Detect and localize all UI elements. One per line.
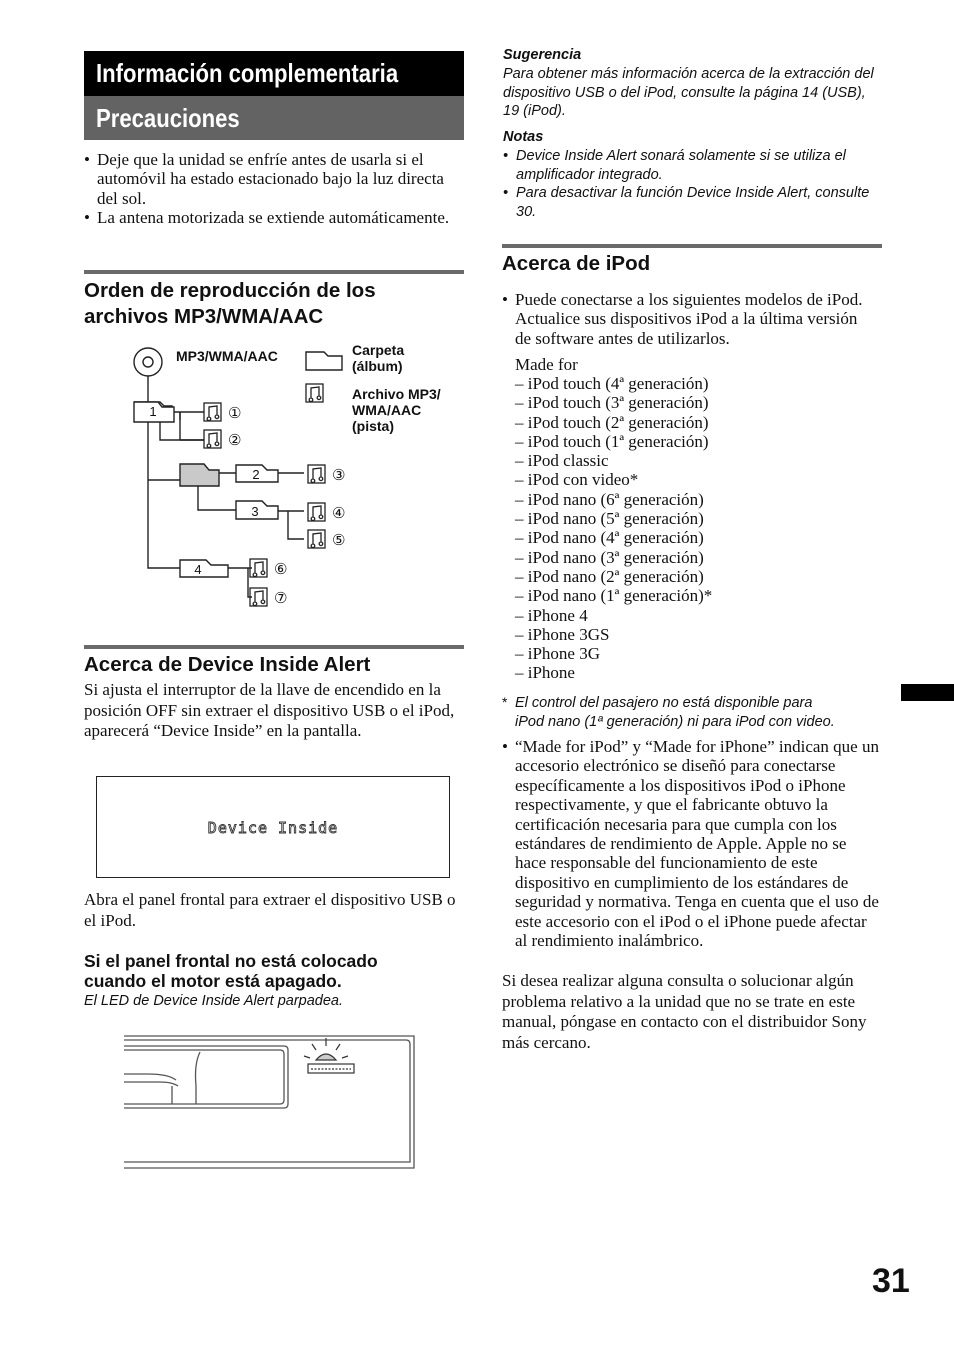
folder-number: 2 xyxy=(252,467,260,482)
ipod-intro: • Puede conectarse a los siguientes modelos de iPod. Actualice sus dispositivos iPod a la última versión de software antes de utilizarlos. xyxy=(502,290,872,348)
note-item: • Para desactivar la función Device Inside Alert, consulte 30. xyxy=(503,184,885,221)
ipod-model: – iPod nano (4ª generación) xyxy=(515,528,704,548)
file-icon xyxy=(250,559,267,577)
led-note: El LED de Device Inside Alert parpadea. xyxy=(84,993,343,1009)
ipod-model: – iPod nano (5ª generación) xyxy=(515,509,704,529)
folder-number: 4 xyxy=(194,562,202,577)
footnote-line: El control del pasajero no está disponible para xyxy=(515,695,813,711)
device-inside-alert-heading: Acerca de Device Inside Alert xyxy=(84,653,371,676)
precaution-item: • La antena motorizada se extiende automáticamente. xyxy=(84,208,454,227)
section-rule xyxy=(84,645,464,649)
made-for-label: Made for xyxy=(515,355,578,374)
playback-order-heading-line: Orden de reproducción de los xyxy=(84,279,376,302)
ipod-model: – iPod touch (3ª generación) xyxy=(515,393,709,413)
folder-legend-icon xyxy=(306,352,342,370)
front-panel-illustration xyxy=(120,1034,420,1174)
device-inside-alert-paragraph: Si ajusta el interruptor de la llave de encendido en la posición OFF sin extraer el dispositivo USB o el iPod, aparecerá “Device Inside” en la pantalla. xyxy=(84,680,455,740)
track-number: ④ xyxy=(332,504,346,522)
ipod-model: – iPod nano (6ª generación) xyxy=(515,489,704,509)
folder-selected-icon xyxy=(180,464,219,486)
made-for-statement: • “Made for iPod” y “Made for iPhone” indican que un accesorio electrónico se diseñó para conectarse específicamente a los dispositivos iPod o iPhone respectivamente, y que el fabricante obtuvo la certificación necesaria para que cumpla con los estándares de rendimiento de Apple. Apple no se hace responsable del funcionamiento de este dispositivo en cumplimiento de los estándares de seguridad y normativa. Tenga en cuenta que el uso de este accesorio con el iPod o el iPhone puede afectar al rendimiento inalámbrico. xyxy=(502,737,880,950)
playback-order-heading-line: archivos MP3/WMA/AAC xyxy=(84,305,324,328)
ipod-models-list xyxy=(515,374,712,683)
diagram-root-label: MP3/WMA/AAC xyxy=(176,348,278,364)
ipod-model: – iPod classic xyxy=(515,451,609,471)
folder-legend-line: (álbum) xyxy=(352,358,403,374)
section-title-bar xyxy=(84,96,464,140)
notes-list xyxy=(503,147,885,221)
file-icon xyxy=(204,430,221,448)
footnote-line: iPod nano (1ª generación) ni para iPod con video. xyxy=(515,713,835,730)
front-panel-subheading xyxy=(84,951,464,991)
ipod-model: – iPod nano (1ª generación)* xyxy=(515,586,713,606)
ipod-model: – iPhone 4 xyxy=(515,605,588,625)
section-title-text: Precauciones xyxy=(96,102,240,133)
file-icon xyxy=(308,503,325,521)
led-icon xyxy=(304,1038,354,1073)
track-number: ② xyxy=(228,431,242,449)
section-rule xyxy=(502,244,882,248)
folder-legend-line: Carpeta xyxy=(352,342,405,358)
subheading-line: Si el panel frontal no está colocado xyxy=(84,951,378,971)
track-number: ① xyxy=(228,404,242,422)
folder-number: 1 xyxy=(149,404,157,419)
track-number: ⑤ xyxy=(332,531,346,549)
file-icon xyxy=(250,588,267,606)
hint-text: Para obtener más información acerca de la extracción del dispositivo USB o del iPod, consulte la página 14 (USB), 19 (iPod). xyxy=(503,66,874,119)
disc-icon xyxy=(134,348,162,376)
footnote xyxy=(502,694,882,731)
chapter-title-text: Información complementaria xyxy=(96,58,399,88)
notes-title: Notas xyxy=(503,129,544,145)
ipod-model: – iPhone 3G xyxy=(515,644,600,664)
folder-number: 3 xyxy=(251,504,259,519)
after-display-paragraph: Abra el panel frontal para extraer el dispositivo USB o el iPod. xyxy=(84,890,456,930)
file-legend-line: (pista) xyxy=(352,418,394,434)
folder-4-icon xyxy=(180,560,228,577)
ipod-model: – iPod touch (4ª generación) xyxy=(515,374,709,393)
note-item: • Device Inside Alert sonará solamente si se utiliza el amplificador integrado. xyxy=(503,147,885,184)
track-number: ⑥ xyxy=(274,560,288,578)
ipod-heading: Acerca de iPod xyxy=(502,252,651,275)
section-tab-marker xyxy=(901,684,954,701)
track-number: ③ xyxy=(332,466,346,484)
ipod-model: – iPod con video* xyxy=(515,470,639,490)
closing-paragraph: Si desea realizar alguna consulta o solucionar algún problema relativo a la unidad que no se trate en este manual, póngase en contacto con el distribuidor Sony más cercano. xyxy=(502,971,867,1052)
playback-order-heading xyxy=(84,278,464,330)
ipod-model: – iPod nano (2ª generación) xyxy=(515,566,704,586)
file-legend-label xyxy=(352,386,441,434)
playback-order-diagram xyxy=(128,340,468,612)
made-for-statement-list xyxy=(502,737,880,950)
section-rule xyxy=(84,270,464,274)
file-legend-line: WMA/AAC xyxy=(352,402,422,418)
ipod-model: – iPod nano (3ª generación) xyxy=(515,547,704,567)
folder-legend-label xyxy=(352,342,404,374)
file-icon xyxy=(308,530,325,548)
page-number: 31 xyxy=(872,1262,910,1300)
ipod-model: – iPhone 3GS xyxy=(515,624,610,644)
file-icon xyxy=(308,465,325,483)
ipod-intro-list xyxy=(502,290,872,348)
precautions-list xyxy=(84,150,454,228)
display-text: Device Inside xyxy=(207,819,339,837)
display-screen xyxy=(96,776,450,878)
ipod-model: – iPod touch (2ª generación) xyxy=(515,412,709,432)
hint-title: Sugerencia xyxy=(503,47,582,63)
chapter-title xyxy=(84,51,464,96)
ipod-model: – iPod touch (1ª generación) xyxy=(515,431,709,451)
file-legend-line: Archivo MP3/ xyxy=(352,386,441,402)
precaution-item: • Deje que la unidad se enfríe antes de usarla si el automóvil ha estado estacionado bajo la luz directa del sol. xyxy=(84,150,454,208)
subheading-line: cuando el motor está apagado. xyxy=(84,971,342,991)
file-icon xyxy=(204,403,221,421)
file-legend-icon xyxy=(306,384,323,402)
footnote-mark: * xyxy=(502,694,508,710)
ipod-model: – iPhone xyxy=(515,663,575,683)
track-number: ⑦ xyxy=(274,589,288,607)
